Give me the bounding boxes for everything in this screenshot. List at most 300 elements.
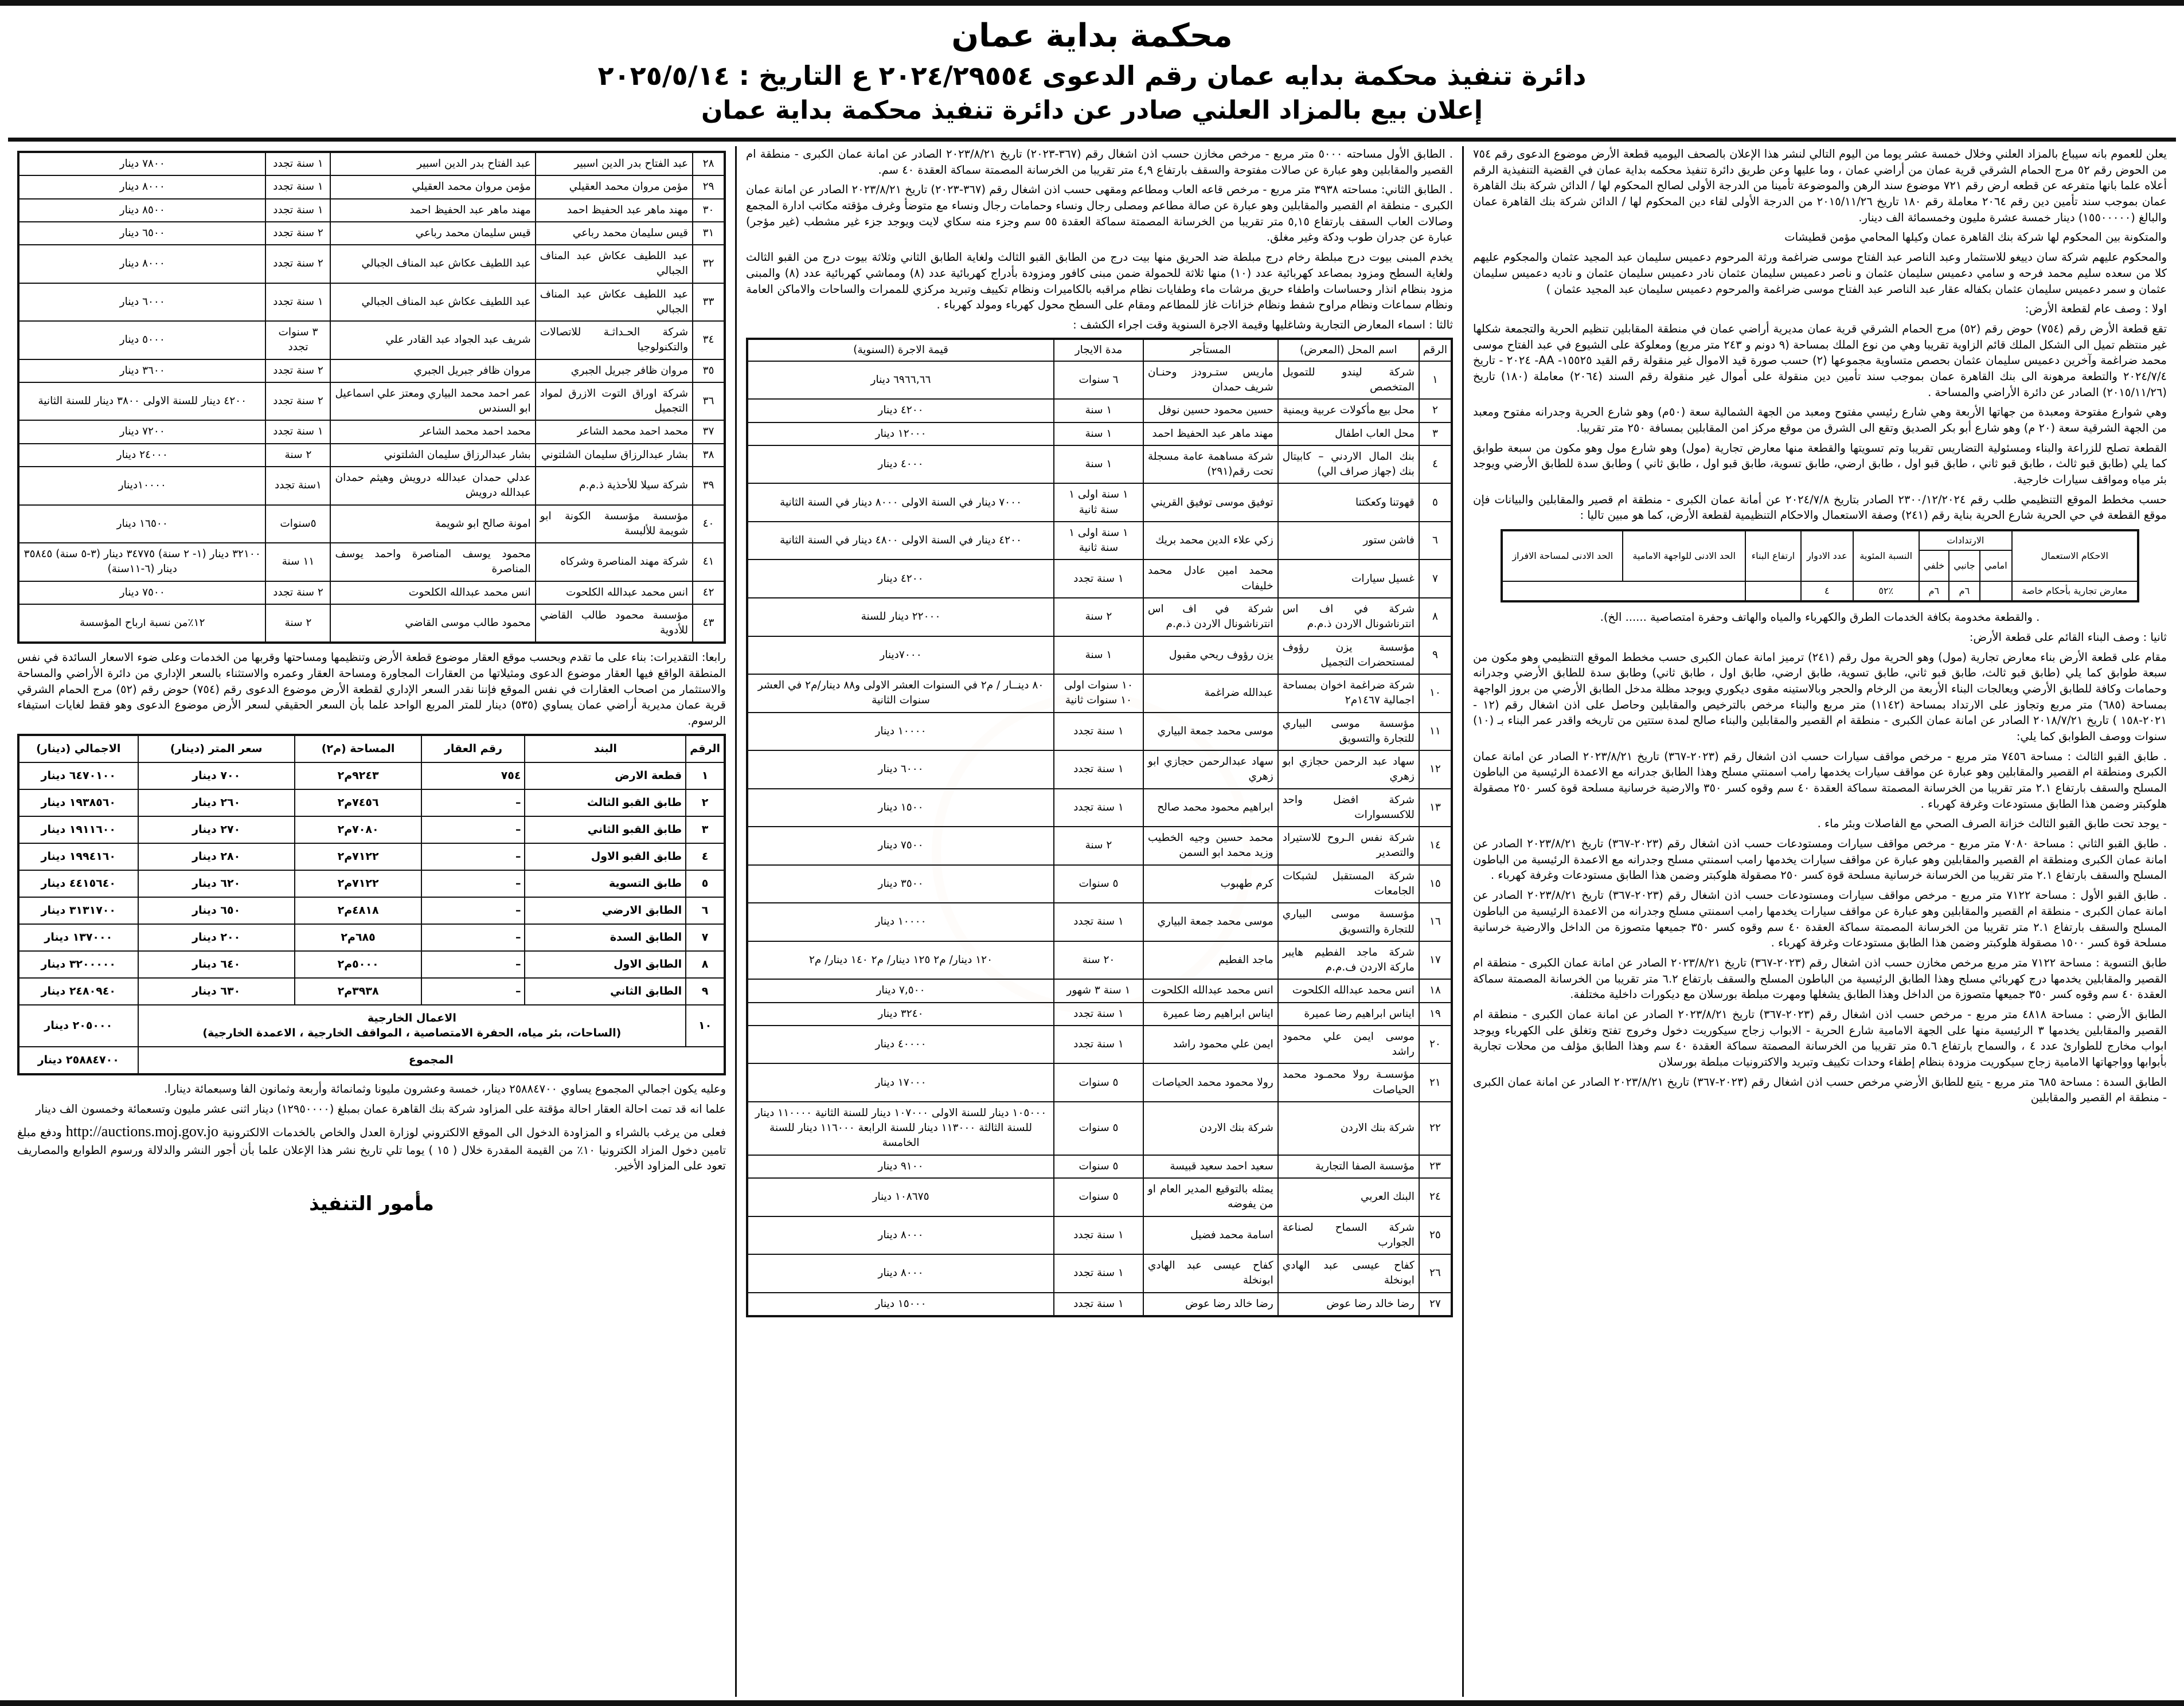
court-title: محكمة بداية عمان [951, 17, 1233, 54]
cell-number: ٨ [686, 951, 725, 978]
cell-tenant: يمثله بالتوقيع المدير العام او من يفوضه [1143, 1178, 1278, 1216]
cell-unit-price: ٧٠٠ دينار [138, 762, 295, 789]
cell-duration: ١ سنة تجدد [265, 152, 330, 175]
cell-rent: ٨٠٠٠ دينار [747, 1254, 1054, 1293]
table-row [18, 199, 725, 222]
table-row [18, 152, 725, 175]
cell-duration: ١ سنة تجدد [1054, 1216, 1143, 1255]
cell-tenant: محمد حسين وجيه الخطيب وزيد محمد ابو السمن [1143, 827, 1278, 865]
cell-number: ٤ [1419, 445, 1452, 484]
cell-number: ٩ [1419, 636, 1452, 675]
first-floor-desc: . الطابق الأول مساحته ٥٠٠٠ متر مربع - مرخص مخازن حسب اذن اشغال رقم (٣٦٧-٢٠٢٣) تاريخ ٢٠٢٣/٨/٢١ الصادر عن امانة عمان الكبرى - منطقة ام القصير والمقابلين وهو عبارة عن صالات مفتوحة والسقف بارتفاع ٤,٩ متر تقريبا من الخرسانة المصمتة سماكة العقدة ٤٠ سم. [746, 147, 1453, 177]
cell-item: طابق القبو الثاني [525, 816, 686, 843]
table-row [747, 636, 1452, 675]
table-row-external-works [18, 1005, 725, 1047]
settlement-floor-desc: طابق التسوية : مساحة ٧١٢٢ متر مربع مرخص مخازن حسب اذن اشغال رقم (٢٠٢٣-٣٦٧) تاريخ ٢٠٢٣/٨/٢١ الصادر عن امانة عمان الكبرى - منطقة ام القصير والمقابلين يخدمها درج كهربائي مسلح وهذا الطابق الرئيسية من الباطون المسلح والسقف بارتفاع ٦.٢ متر تقريبا من الخرسانة المصمتة سماكة العقدة ٤٠ سم وقوه كسر ٣٥٠ جميعها متصوزة من الداخل وهذا الطابق يشغلها ومهرت مبلطة بورسلان مع ديكورات داخلية مختلفة. [1473, 956, 2167, 1001]
zoning-value-floors: ٤ [1801, 581, 1853, 601]
cell-duration: ٢ سنة [1054, 827, 1143, 865]
basement-third-desc: . طابق القبو الثالث : مساحة ٧٤٥٦ متر مربع - مرخص مواقف سيارات حسب اذن اشغال رقم (٢٠٢٣-٣٦٧) تاريخ ٢٠٢٣/٨/٢١ الصادر عن امانة عمان الكبرى ومنطقة ام القصير والمقابلين وهو عبارة عن مواقف سيارات يخدمها رامب اسمنتي مسلح وهذا الطابق جدرانه مع الاعمدة الرئيسية من الباطون المسلح والسقف بارتفاع ٢.١ متر تقريبا من الخرسانة المصمتة سماكة العقدة ٤٠ سم وقوه كسر ٣٥٠ والارضية خرسانية مسلحة قوة كسر ٢٥٠ مصقولة هلوكبتر وضمن هذا الطابق مستودعات وغرفة كهرباء . [1473, 749, 2167, 811]
case-department-line: دائرة تنفيذ محكمة بدايه عمان رقم الدعوى ٢٠٢٤/٢٩٥٥٤ ع التاريخ : ٢٠٢٥/٥/١٤ [597, 60, 1587, 91]
vth-total: الاجمالي (دينار) [18, 735, 138, 762]
cell-rent: ٧٠٠٠ دينار في السنة الاولى ٨٠٠٠ دينار في السنة الثانية [747, 483, 1054, 522]
zoning-header-percent: النسبة المئوية [1853, 530, 1919, 581]
zoning-header-usage: الاحكام الاستعمال [2012, 530, 2138, 581]
cell-tenant: امونة صالح ابو شويمة [330, 505, 535, 543]
cell-duration: ١ سنة تجدد [1054, 1026, 1143, 1064]
zoning-value-percent: ٪٥٢ [1853, 581, 1919, 601]
cell-rent: ٩١٠٠ دينار [747, 1155, 1054, 1178]
cell-tenant: زكي علاء الدين محمد بريك [1143, 522, 1278, 560]
cell-number: ١٤ [1419, 827, 1452, 865]
cell-shop-name: شركة السماح لصناعة الجوارب [1278, 1216, 1419, 1255]
cell-number: ٣١ [693, 222, 725, 245]
th-number: الرقم [1419, 339, 1452, 361]
basement-third-note: - يوجد تحت طابق القبو الثالث خزانة الصرف الصحي مع الفاصلات وبئر ماء . [1817, 817, 2167, 831]
page-header [8, 9, 2176, 142]
cell-tenant: عبدالله ضراغمة [1143, 674, 1278, 713]
cell-number: ٧ [1419, 559, 1452, 598]
cell-number: ٢٧ [1419, 1293, 1452, 1316]
table-row [18, 870, 725, 897]
cell-shop-name: شركة بنك الاردن [1278, 1102, 1419, 1155]
cell-tenant: عبد الفتاح بدر الدين اسبير [330, 152, 535, 175]
cell-shop-name: مؤسسة مؤسسة الكونة ابو شويمة للألبسة [536, 505, 693, 543]
valuation-table [17, 734, 726, 1076]
cell-rent: ١٢٪من نسبة ارباح المؤسسة [18, 604, 265, 643]
cell-tenant: اسامة محمد فضيل [1143, 1216, 1278, 1255]
cell-area: ٥٠٠٠م٢ [295, 951, 422, 978]
cell-duration: ٥ سنوات [1054, 865, 1143, 903]
th-tenant: المستأجر [1143, 339, 1278, 361]
cell-rent: ١٥٠٠ دينار [747, 789, 1054, 827]
cell-rent: ٥٠٠٠ دينار [18, 321, 265, 359]
table-row [18, 444, 725, 467]
cell-number: ٤٣ [693, 604, 725, 643]
cell-number: ٧ [686, 924, 725, 951]
table-row [747, 598, 1452, 636]
ground-floor-desc: الطابق الأرضي : مساحة ٤٨١٨ متر مربع - مرخص حسب اذن اشغال رقم (٢٠٢٣-٣٦٧) تاريخ ٢٠٢٣/٨/٢١ الصادر عن امانة عمان الكبرى - منطقة ام القصير والمقابلين يخدمها ٣ الرئيسية منها على الجهة الامامية شارع الحرية - الابواب زجاج سيكوريت دخول وخروج تفتح وتغلق على الكهرباء ويوجد ابواب مخارج للطوارئ عدد ٤ ، والسماح بارتفاع ٥.٦ متر تقريبا من الخرسانة المصمتة سماكة العقدة ٤٠ سم وهذا الطابق مؤلف من محلات تجارية بأبوابها وواجهاتها الامامية زجاج سيكوريت مزودة بنظام إطفاء وحدات تكييف وتبريد والاكترونيات مبلطة بورسلان [1473, 1007, 2167, 1069]
cell-duration: ١ سنة تجدد [265, 199, 330, 222]
cell-shop-name: كفاح عيسى عبد الهادي ابونخلة [1278, 1254, 1419, 1293]
cell-tenant: توفيق موسى توفيق القريني [1143, 483, 1278, 522]
cell-number: ١٥ [1419, 865, 1452, 903]
cell-total: ٦٤٧٠١٠٠ دينار [18, 762, 138, 789]
cell-duration: ١ سنة تجدد [1054, 713, 1143, 751]
zoning-header-min-facade: الحد الادنى للواجهة الامامية [1623, 530, 1745, 581]
column-right [1462, 146, 2176, 1697]
cell-number: ١٨ [1419, 979, 1452, 1002]
table-row [18, 382, 725, 421]
provisional-award-paragraph: علما انه قد تمت احالة العقار احالة مؤقتة على المزاود شركة بنك القاهرة عمان بمبلغ (١٢٩٥٠٠٠٠) دينار اثنى عشر مليون وتسعمائة وخمسون الف دينار [36, 1102, 726, 1116]
cell-tenant: رضا خالد رضا عوض [1143, 1293, 1278, 1316]
table-row [18, 283, 725, 322]
zoning-value-side: ٦م [1949, 581, 1979, 601]
cell-duration: ١ سنة [1054, 445, 1143, 484]
table-row [18, 467, 725, 505]
cell-rent: ٧٨٠٠ دينار [18, 152, 265, 175]
cell-parcel-no: – [421, 870, 525, 897]
cell-number: ٢٥ [1419, 1216, 1452, 1255]
cell-number: ١ [686, 762, 725, 789]
external-works-label [138, 1005, 686, 1047]
cell-unit-price: ٦٥٠ دينار [138, 897, 295, 924]
external-works-total: ٢٠٥٠٠٠ دينار [18, 1005, 138, 1047]
land-description-1: تقع قطعة الأرض رقم (٧٥٤) حوض رقم (٥٢) مرج الحمام الشرقي قرية عمان مديرية أراضي عمان في منطقة المقابلين تنظيم الحرية والتجمعة شكلها غير منتظم تميل الى الشكل الملك قائم الزاوية تقريبا وهي من نوع الملك بمساحة (٩ دونم و ٢٤٣ متر مربع) ومعلوكة على الشيوع في عبد الفتاح موسى محمد ضراغمة وآخرين دعميس سليمان عثمان بحصص متساوية مجموعها (٢) حسب صورة قيد الاموال غير منقولة رقم القيد ١٥٥٢٥- AA- ٢٠٢٤ - تاريخ ٢٠٢٤/٧/٤ والتطعة مرهونة الى بنك القاهرة عمان بموجب سند تأمين دين منقولة على أموال غير منقولة رقم السند (٢٠٦٤) معاملة (١٨٠) تاريخ (٢٠١٥/١١/٢٦) الصادر عن دائرة الأراضي والمساحة . [1473, 322, 2167, 399]
cell-rent: ٧٥٠٠ دينار [18, 581, 265, 604]
cell-number: ٨ [1419, 598, 1452, 636]
cell-shop-name: مؤسسة محمود طالب القاضي للأدوية [536, 604, 693, 643]
cell-shop-name: شركة ليندو للتمويل المتخصص [1278, 361, 1419, 400]
zoning-value-min-area [1745, 581, 1801, 601]
table-row [747, 399, 1452, 422]
cell-tenant: كرم طهبوب [1143, 865, 1278, 903]
cell-total: ١٩٣٨٥٦٠ دينار [18, 789, 138, 816]
table-row [747, 1293, 1452, 1316]
cell-tenant: شريف عبد الجواد عبد القادر علي [330, 321, 535, 359]
cell-rent: ٢٢٠٠٠ دينار للسنة [747, 598, 1054, 636]
table-row [18, 789, 725, 816]
cell-item: طابق القبو الثالث [525, 789, 686, 816]
cell-unit-price: ٢٧٠ دينار [138, 816, 295, 843]
cell-rent: ٤٠٠٠ دينار [747, 445, 1054, 484]
cell-tenant: سهاد عبدالرحمن حجازي ابو زهري [1143, 750, 1278, 789]
table-row [747, 522, 1452, 560]
cell-shop-name: شركة افضل واحد للاكسسوارات [1278, 789, 1419, 827]
cell-shop-name: مهند ماهر عبد الحفيظ احمد [536, 199, 693, 222]
cell-duration: ٢ سنة تجدد [265, 245, 330, 283]
cell-number: ٣٥ [693, 359, 725, 382]
announcement-title: إعلان بيع بالمزاد العلني صادر عن دائرة تنفيذ محكمة بداية عمان [701, 96, 1483, 125]
cell-shop-name: مروان ظافر جبريل الجبري [536, 359, 693, 382]
cell-tenant: محمد امين عادل محمد خليفات [1143, 559, 1278, 598]
cell-shop-name: عبد اللطيف عكاش عبد المناف الجبالي [536, 283, 693, 322]
table-row [747, 674, 1452, 713]
cell-rent: ١٧٠٠٠ دينار [747, 1063, 1054, 1102]
cell-rent: ١٠٠٠٠دينار [18, 467, 265, 505]
external-works-title: الاعمال الخارجية [367, 1011, 456, 1024]
cell-number: ١٩ [1419, 1003, 1452, 1026]
cell-rent: ٧,٥٠٠ دينار [747, 979, 1054, 1002]
cell-duration: ٥ سنوات [1054, 1178, 1143, 1216]
cell-parcel-no: – [421, 789, 525, 816]
cell-item: طابق القبو الاول [525, 843, 686, 870]
cell-area: ٣٩٣٨م٢ [295, 978, 422, 1005]
cell-tenant: موسى محمد جمعة البياري [1143, 903, 1278, 941]
table-row [747, 903, 1452, 941]
cell-rent: ٢٤٠٠٠ دينار [18, 444, 265, 467]
table-row [18, 505, 725, 543]
cell-area: ٧٠٨٠م٢ [295, 816, 422, 843]
cell-duration: ١ سنة تجدد [1054, 750, 1143, 789]
table-row [747, 483, 1452, 522]
zoning-intro: حسب مخطط الموقع التنظيمي طلب رقم ٢٣٠٠/١٢/٢٠٢٤ الصادر بتاريخ ٢٠٢٤/٧/٨ عن أمانة عمان الكبرى - منطقة ام قصير والمقابلين والبيانات فإن موقع القطعة في حي الحرية شارع الحرية بناية رقم (٢٤١) وصفة الاستعمال والاحكام التنظيمية لقطعة الأرض، كما هو مبين تاليا : [1473, 492, 2167, 522]
cell-tenant: مروان ظافر جبريل الجبري [330, 359, 535, 382]
cell-tenant: انس محمد عبدالله الكلحوت [330, 581, 535, 604]
cell-unit-price: ٢٨٠ دينار [138, 843, 295, 870]
cell-rent: ١٠٨٦٧٥ دينار [747, 1178, 1054, 1216]
table-row [747, 979, 1452, 1002]
cell-tenant: عبد اللطيف عكاش عبد المناف الجبالي [330, 245, 535, 283]
table-row [747, 750, 1452, 789]
cell-tenant: ماجد الفطيم [1143, 941, 1278, 980]
cell-duration: ١١ سنة [265, 543, 330, 581]
cell-tenant: عدلي حمدان عبدالله درويش وهيثم حمدان عبدالله درويش [330, 467, 535, 505]
cell-total: ١٣٧٠٠٠ دينار [18, 924, 138, 951]
cell-number: ١٠ [1419, 674, 1452, 713]
cell-shop-name: سهاد عبد الرحمن حجازي ابو زهري [1278, 750, 1419, 789]
cell-tenant: محمود طالب موسى القاضي [330, 604, 535, 643]
table-row [18, 924, 725, 951]
cell-tenant: سعيد احمد سعيد قبيسة [1143, 1155, 1278, 1178]
intro-paragraph: يعلن للعموم بانه سيباع بالمزاد العلني وخلال خمسة عشر يوما من اليوم التالي لنشر هذا الإعلان بالصحف اليوميه قطعة الأرض موضوع الدعوى رقم ٧٥٤ من الحوض رقم ٥٢ مرج الحمام الشرقي قرية عمان من أراضي عمان ، وما عليها وعن طريق دائرة تنفيذ محكمه بداية عمان في القضية التنفيذية الرقم أعلاه علما بانها متفرعه عن قطعه ارض رقم ٧٢١ موضوع سند الرهن والموضوعة تأمينا من الدرجة الأولى لصالح المحكوم لها / الدائن شركة بنك القاهرة عمان بموجب سند تأمين دين رقم ٢٠٦٤ معاملة رقم ١٨٠ تاريخ ٢٠١٥/١١/٢٦ من الدرجة الأولى لقاء دين المحكوم لها / الدائن شركة بنك القاهرة عمان والبالغ (١٥٥٠٠٠٠٠) دينار خمسة عشرة مليون وخمسمائة الف دينار. [1473, 147, 2167, 224]
cell-tenant: ايناس ابراهيم رضا عميرة [1143, 1003, 1278, 1026]
cell-duration: ١٠ سنوات اولى ١٠ سنوات ثانية [1054, 674, 1143, 713]
cell-shop-name: قيس سليمان محمد رباعي [536, 222, 693, 245]
cell-duration: ١ سنة تجدد [1054, 1003, 1143, 1026]
cell-area: ٦٨٥م٢ [295, 924, 422, 951]
cell-number: ٦ [1419, 522, 1452, 560]
table-row [747, 445, 1452, 484]
zoning-value-back: ٦م [1919, 581, 1949, 601]
cell-duration: ١ سنة تجدد [1054, 559, 1143, 598]
cell-unit-price: ٦٤٠ دينار [138, 951, 295, 978]
table-row [747, 827, 1452, 865]
cell-tenant: ماريس ستـرودز وحنـان شريف حمدان [1143, 361, 1278, 400]
cell-shop-name: عبد الفتاح بدر الدين اسبير [536, 152, 693, 175]
table-header-row [18, 735, 725, 762]
cell-duration: ١ سنة ٣ شهور [1054, 979, 1143, 1002]
cell-rent: ٤٢٠٠ دينار للسنة الاولى ٣٨٠٠ دينار للسنة الثانية [18, 382, 265, 421]
cell-number: ٦ [686, 897, 725, 924]
bidding-instructions [17, 1121, 726, 1174]
cell-duration: ٦ سنوات [1054, 361, 1143, 400]
table-row [18, 816, 725, 843]
cell-duration: ١ سنة تجدد [1054, 1293, 1143, 1316]
section-third-heading: ثالثا : اسماء المعارض التجارية وشاغليها وقيمة الاجرة السنوية وقت اجراء الكشف : [1073, 318, 1453, 331]
zoning-table [1501, 529, 2139, 602]
zoning-header-setbacks: الارتدادات [1919, 530, 2012, 550]
cell-area: ٧١٢٢م٢ [295, 843, 422, 870]
cell-shop-name: بنك المال الاردني – كابيتال بنك (جهاز صراف الي) [1278, 445, 1419, 484]
cell-rent: ٤٠٠٠٠ دينار [747, 1026, 1054, 1064]
cell-rent: ٦٠٠٠ دينار [18, 283, 265, 322]
table-row [18, 604, 725, 643]
cell-number: ٩ [686, 978, 725, 1005]
table-row [747, 1216, 1452, 1255]
cell-duration: ٥سنوات [265, 505, 330, 543]
cell-shop-name: بشار عبدالرزاق سليمان الشلتوني [536, 444, 693, 467]
table-row [747, 1155, 1452, 1178]
cell-item: الطابق الاول [525, 951, 686, 978]
cell-duration: ٢ سنة تجدد [265, 382, 330, 421]
building-services-desc: يخدم المبنى بيوت درج مبلطة رخام درج مبلطة ضد الحريق منها بيت درج من الطابق القبو الثالث ولغاية الطابق الثاني وثلاثة بيوت درج من القبو الثالث ولغاية السطح ومزود بمصاعد كهربائية عدد (١٠) منها ثلاثة للحمولة ضمن مبنى كافور ومزودة بأدراج كهربائية عدد (٨) ومماشي كهربائية عدد (٨) والمبنى مزود بنظام انذار وحساسات واطفاء حريق مرشات ماء وطفايات نظام مراقبه بالكاميرات ونظام تكييف وتبريد مركزي للممرات والساحات والاماكن العامة ونظام سماعات ونظام مراوح شفط ونظام خزانات غاز للمطاعم ومقام على السطح محول كهرباء ومولد كهرباء . [746, 251, 1453, 312]
cell-rent: ٤٢٠٠ دينار في السنة الاولى ٤٨٠٠ دينار في السنة الثانية [747, 522, 1054, 560]
grand-total-paragraph: وعليه يكون اجمالي المجموع يساوي ٢٥٨٨٤٧٠٠ دينار، خمسة وعشرون مليونا وثمانمائة وأربعة وثمانون الفا وسبعمائة دينارا. [163, 1082, 726, 1096]
cell-rent: ٨٠٠٠ دينار [747, 1216, 1054, 1255]
cell-shop-name: شركة اوراق التوت الازرق لمواد التجميل [536, 382, 693, 421]
basement-second-desc: . طابق القبو الثاني : مساحة ٧٠٨٠ متر مربع - مرخص مواقف سيارات ومستودعات حسب اذن اشغال رقم (٢٠٢٣-٣٦٧) تاريخ ٢٠٢٣/٨/٢١ الصادر عن امانة عمان الكبرى ومنطقة ام القصير والمقابلين وهو عبارة عن مواقف سيارات يخدمها رامب اسمنتي مسلح وجدرانه مع الاعمدة الرئيسية من الباطون المسلح والسقف بارتفاع ٢.١ متر تقريبا من الخرسانة خرسانية مسلحة قوة كسر ٢٥٠ مصقولة هلوكبتر وضمن هذا الطابق مستودعات وغرفة كهرباء . [1473, 837, 2167, 882]
mezzanine-floor-desc: الطابق السدة : مساحة ٦٨٥ متر مربع - يتبع للطابق الأرضي مرخص حسب اذن اشغال رقم (٢٠٢٣-٣٦٧) تاريخ ٢٠٢٣/٨/٢١ الصادر عن امانة عمان الكبرى - منطقة ام القصير والمقابلين [1473, 1075, 2167, 1105]
cell-rent: ٤٢٠٠ دينار [747, 399, 1054, 422]
bidding-instructions-part2: ودفع مبلغ تامين دخول المزاد الكترونيا ١٠٪ من القيمة المقدرة خلال ( ١٥ ) يوما تلي تاريخ نشر هذا الإعلان علما بأن أجور النشر والدلالة ورسوم الطوابع والمصاريف تعود على المزاود الأخير. [17, 1125, 726, 1173]
cell-parcel-no: – [421, 897, 525, 924]
cell-parcel-no: – [421, 951, 525, 978]
cell-tenant: بشار عبدالرزاق سليمان الشلتوني [330, 444, 535, 467]
tenants-table [746, 338, 1453, 1317]
table-row [747, 1003, 1452, 1026]
cell-tenant: رولا محمود محمد الحياصات [1143, 1063, 1278, 1102]
cell-tenant: محمود يوسف المناصرة واحمد يوسف المناصرة [330, 543, 535, 581]
table-row [1502, 530, 2138, 550]
table-row [747, 1102, 1452, 1155]
cell-tenant: مهند ماهر عبد الحفيظ احمد [1143, 422, 1278, 445]
cell-tenant: كفاح عيسى عبد الهادي ابونخلة [1143, 1254, 1278, 1293]
cell-number: ٤٢ [693, 581, 725, 604]
cell-duration: ١ سنة [1054, 399, 1143, 422]
cell-item: الطابق الارضي [525, 897, 686, 924]
cell-tenant: شركة مساهمة عامة مسجلة تحت رقم(٢٩١) [1143, 445, 1278, 484]
table-row [18, 222, 725, 245]
cell-rent: ٣٦٠٠ دينار [18, 359, 265, 382]
cell-number: ٢١ [1419, 1063, 1452, 1102]
cell-total: ٣٢٠٠٠٠٠ دينار [18, 951, 138, 978]
cell-rent: ٦٠٠٠ دينار [747, 750, 1054, 789]
services-note: . والقطعة مخدومة بكافة الخدمات الطرق والكهرباء والمياه والهاتف وحفرة امتصاصية ...... الخ). [1600, 611, 2040, 624]
cell-number: ٣٢ [693, 245, 725, 283]
table-row [747, 1063, 1452, 1102]
cell-shop-name: مؤسسة موسى البياري للتجارة والتسويق [1278, 903, 1419, 941]
cell-number: ٢٠ [1419, 1026, 1452, 1064]
cell-shop-name: موسى ايمن علي محمود راشد [1278, 1026, 1419, 1064]
cell-number: ١١ [1419, 713, 1452, 751]
cell-number: ٢ [1419, 399, 1452, 422]
cell-rent: ٧٢٠٠ دينار [18, 420, 265, 443]
cell-number: ٣٨ [693, 444, 725, 467]
cell-shop-name: شركة مهند المناصرة وشركاه [536, 543, 693, 581]
cell-rent: ١٦٥٠٠ دينار [18, 505, 265, 543]
cell-duration: ١ سنة اولى ١ سنة ثانية [1054, 522, 1143, 560]
cell-tenant: ايمن علي محمود راشد [1143, 1026, 1278, 1064]
cell-shop-name: محل بيع مأكولات عربية ويمنية [1278, 399, 1419, 422]
table-row-grand-total [18, 1047, 725, 1074]
debtors-paragraph: والمحكوم عليهم شركة سان دييغو للاستثمار وعبد الناصر عبد الفتاح موسى ضراغمة ورثة المرحوم دعميس سليمان عبد المجيد عثمان والمجكوم عليهم كلا من سعده سليم محمد فرحه و سامي دعميس سليمان عثمان و ناصر دعميس سليمان عثمان نادر دعميس سليمان عثمان و ناديه دعميس سليمان عثمان و سمر دعميس سليمان عثمان بكفاله عقار عبد الناصر عبد الفتاح موسى ضراغمة والمرحوم دعميس سليمان عبد المجيد عثمان ) [1473, 251, 2167, 296]
column-left [8, 146, 735, 1697]
cell-tenant: عمر احمد محمد البياري ومعتز علي اسماعيل ابو السندس [330, 382, 535, 421]
cell-duration: ١ سنة [1054, 422, 1143, 445]
cell-area: ٤٨١٨م٢ [295, 897, 422, 924]
cell-rent: ١٠٠٠٠ دينار [747, 713, 1054, 751]
table-header-row [747, 339, 1452, 361]
cell-area: ٧١٢٢م٢ [295, 870, 422, 897]
cell-shop-name: محمد احمد محمد الشاعر [536, 420, 693, 443]
zoning-value-usage: معارض تجارية بأحكام خاصة [2012, 581, 2138, 601]
cell-number: ٣٠ [693, 199, 725, 222]
column-middle [735, 146, 1462, 1697]
table-row [18, 843, 725, 870]
external-works-number: ١٠ [686, 1005, 725, 1047]
section-first-heading: اولا : وصف عام لقطعة الأرض: [2025, 302, 2167, 316]
cell-unit-price: ٢٦٠ دينار [138, 789, 295, 816]
table-row [747, 422, 1452, 445]
cell-duration: ١ سنة [1054, 636, 1143, 675]
cell-shop-name: شركة الحـداثـة للاتصالات والتكنولوجيا [536, 321, 693, 359]
cell-number: ٢٢ [1419, 1102, 1452, 1155]
land-description-3: القطعة تصلح للزراعة والبناء ومسئولية التضاريس تقريبا وتم تسويتها والقطعة منها معارض تجارية (مول) وهو شارع مول وهو مكون من سبعة طوابق كما يلي (طابق قبو ثالث ، طابق قبو ثاني ، طابق قبو اول ، طابق ارضي، طابق تسوية، طابق قبو اول ، طابق ثاني ) وطابق سدة للطابق الأرضي ويوجد بئر مياه ومواقف سيارات خارجية. [1473, 441, 2167, 487]
auctions-portal-link[interactable]: http://auctions.moj.gov.jo [65, 1122, 218, 1140]
cell-number: ٤ [686, 843, 725, 870]
table-row [18, 897, 725, 924]
cell-parcel-no: – [421, 924, 525, 951]
three-column-body [8, 142, 2176, 1697]
cell-tenant: حسين محمود حسين نوفل [1143, 399, 1278, 422]
cell-duration: ٣ سنوات تجدد [265, 321, 330, 359]
cell-number: ٣ [686, 816, 725, 843]
cell-duration: ٢ سنة [265, 444, 330, 467]
zoning-header-min-area: الحد الادنى لمساحة الافراز [1502, 530, 1623, 581]
cell-number: ١٢ [1419, 750, 1452, 789]
cell-shop-name: عبد اللطيف عكاش عبد المناف الجبالي [536, 245, 693, 283]
cell-rent: ٨٠٠٠ دينار [18, 245, 265, 283]
table-row [18, 978, 725, 1005]
cell-number: ٥ [1419, 483, 1452, 522]
cell-duration: ١سنة تجدد [265, 467, 330, 505]
cell-unit-price: ٦٣٠ دينار [138, 978, 295, 1005]
cell-number: ٢٩ [693, 175, 725, 198]
cell-duration: ٢ سنة تجدد [265, 581, 330, 604]
cell-shop-name: مؤسسة يزن رؤوف لمستحضرات التجميل [1278, 636, 1419, 675]
cell-tenant: محمد احمد محمد الشاعر [330, 420, 535, 443]
cell-duration: ٢ سنة تجدد [265, 359, 330, 382]
cell-number: ٥ [686, 870, 725, 897]
external-works-detail: (الساحات، بئر مياه، الحفرة الامتصاصية ، المواقف الخارجية ، الاعمدة الخارجية) [202, 1027, 622, 1040]
cell-number: ٢ [686, 789, 725, 816]
cell-duration: ٥ سنوات [1054, 1155, 1143, 1178]
basement-first-desc: . طابق القبو الأول : مساحة ٧١٢٢ متر مربع - مرخص مواقف سيارات ومستودعات حسب اذن اشغال رقم (٢٠٢٣-٣٦٧) تاريخ ٢٠٢٣/٨/٢١ الصادر عن امانة عمان الكبرى - منطقة ام القصير والمقابلين وهو عبارة عن مواقف سيارات يخدمها رامب اسمنتي مسلح وجدرانه من الاعمدة الرئيسية من الباطون المسلح والسقف بارتفاع ٢.١ متر تقريبا من الخرسانة المصمتة سماكة العقدة ٤٠ سم وقوه كسر ٣٥٠ جميعها متصوزة من الداخل والارضية خرسانية مسلحة قوة كسر ١٥٠٠ مصقولة هلوكبتر وضمن هذا الطابق مستودعات وغرفة كهرباء . [1473, 889, 2167, 950]
zoning-sub-back: خلفي [1919, 550, 1949, 581]
cell-duration: ٢ سنة [1054, 598, 1143, 636]
cell-tenant: انس محمد عبدالله الكلحوت [1143, 979, 1278, 1002]
table-row [747, 941, 1452, 980]
vth-item: البند [525, 735, 686, 762]
cell-item: الطابق الثاني [525, 978, 686, 1005]
vth-area: المساحة (م٢) [295, 735, 422, 762]
cell-rent: ٧٥٠٠ دينار [747, 827, 1054, 865]
cell-number: ٣ [1419, 422, 1452, 445]
bidding-instructions-part1: فعلى من يرغب بالشراء و المزاودة الدخول الى الموقع الالكتروني لوزارة العدل والخاص بالخدمات الالكترونية [222, 1125, 726, 1139]
cell-shop-name: غسيل سيارات [1278, 559, 1419, 598]
cell-rent: ١٥٠٠٠ دينار [747, 1293, 1054, 1316]
table-row [18, 543, 725, 581]
cell-duration: ٢٠ سنة [1054, 941, 1143, 980]
cell-tenant: ابراهيم محمود محمد صالح [1143, 789, 1278, 827]
cell-number: ٢٤ [1419, 1178, 1452, 1216]
cell-parcel-no: – [421, 816, 525, 843]
cell-number: ٣٣ [693, 283, 725, 322]
table-row [18, 762, 725, 789]
cell-number: ٢٣ [1419, 1155, 1452, 1178]
th-duration: مدة الايجار [1054, 339, 1143, 361]
tenants-table-continued [17, 151, 726, 644]
cell-tenant: شركة في اف اس انترناشونال الاردن ذ.م.م [1143, 598, 1278, 636]
cell-duration: ١ سنة اولى ١ سنة ثانية [1054, 483, 1143, 522]
cell-number: ١٣ [1419, 789, 1452, 827]
cell-tenant: موسى محمد جمعة البياري [1143, 713, 1278, 751]
cell-item: الطابق السدة [525, 924, 686, 951]
cell-shop-name: مؤسسة موسى البياري للتجارة والتسويق [1278, 713, 1419, 751]
table-row [747, 1026, 1452, 1064]
table-row [747, 1254, 1452, 1293]
cell-rent: ١٢٠ دينار/ م٢ ١٢٥ دينار/ م٢ ١٤٠ دينار/ م٢ [747, 941, 1054, 980]
